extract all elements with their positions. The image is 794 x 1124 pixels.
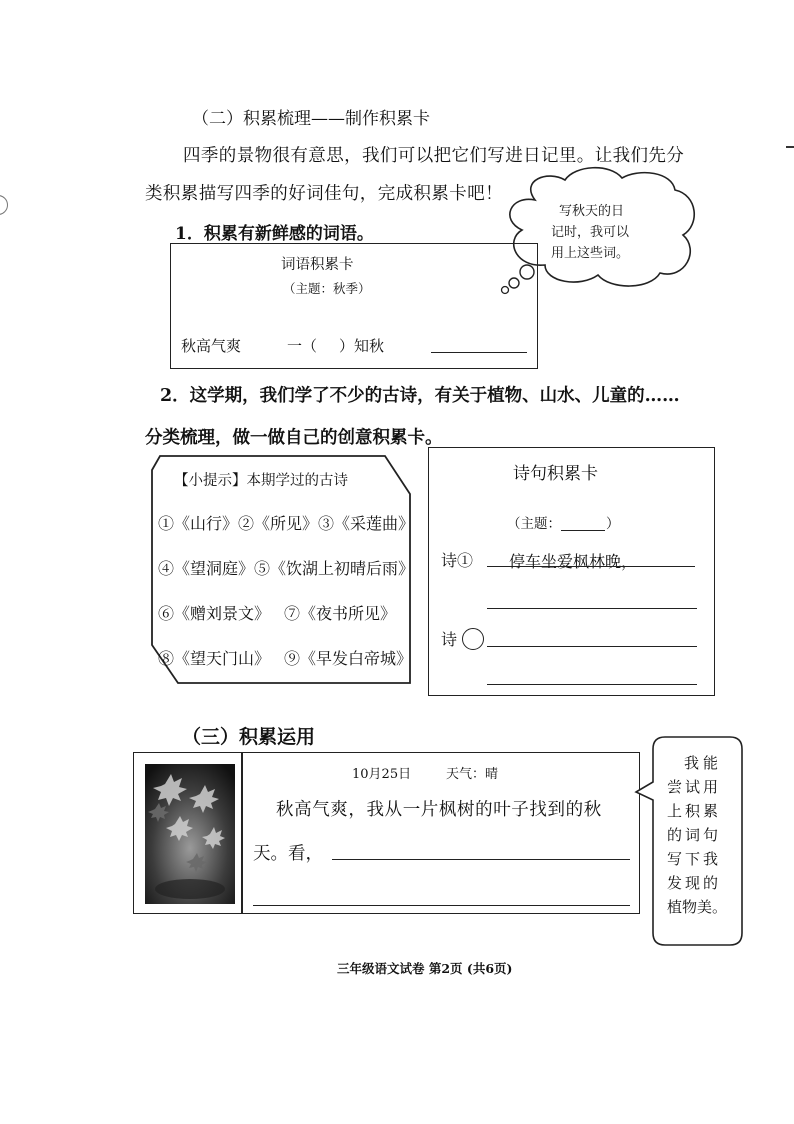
poem-1-line: 停车坐爱枫林晚， xyxy=(509,552,638,571)
tip-poem-row-4a: ⑧《望天门山》 xyxy=(158,649,271,668)
poem-card-title: 诗句积累卡 xyxy=(513,464,598,484)
word-card-word-1: 秋高气爽 xyxy=(181,337,242,355)
speech-line-4: 的词句 xyxy=(667,826,722,844)
tip-poem-row-3b: ⑦《夜书所见》 xyxy=(284,604,397,623)
section3-heading: （三）积累运用 xyxy=(182,726,316,748)
diary-date: 10月25日 xyxy=(352,767,412,782)
diary-line-2-prefix: 天。看， xyxy=(253,844,323,864)
section2-heading: （二）积累梳理——制作积累卡 xyxy=(192,109,430,129)
tip-poem-row-4b: ⑨《早发白帝城》 xyxy=(284,649,413,668)
speech-line-2: 尝试用 xyxy=(667,778,722,796)
speech-line-7: 植物美。 xyxy=(667,898,728,916)
word-card-title: 词语积累卡 xyxy=(281,257,354,273)
question-1: 1．积累有新鲜感的词语。 xyxy=(175,224,374,244)
tip-poem-row-3a: ⑥《赠刘景文》 xyxy=(158,604,271,623)
intro-line-2: 类积累描写四季的好词佳句，完成积累卡吧！ xyxy=(145,184,503,204)
thought-line-2: 记时，我可以 xyxy=(551,225,630,240)
tip-poem-row-1: ①《山行》②《所见》③《采莲曲》 xyxy=(158,514,415,533)
speech-line-3: 上积累 xyxy=(667,802,722,820)
speech-line-5: 写下我 xyxy=(667,850,722,868)
question-2-line-2: 分类梳理，做一做自己的创意积累卡。 xyxy=(145,428,443,448)
word-card-word-2-prefix: 一（ xyxy=(287,337,318,355)
poem-card-theme-prefix: （主题： xyxy=(507,516,561,532)
poem-2-label: 诗 xyxy=(441,630,458,649)
thought-line-1: 写秋天的日 xyxy=(559,204,625,219)
speech-line-6: 发现的 xyxy=(667,874,722,892)
question-2-line-1: 2．这学期，我们学了不少的古诗，有关于植物、山水、儿童的…… xyxy=(160,386,680,406)
tip-card-title: 【小提示】本期学过的古诗 xyxy=(174,473,348,489)
tip-poem-row-2: ④《望洞庭》⑤《饮湖上初晴后雨》 xyxy=(158,559,415,578)
speech-line-1: 我能 xyxy=(684,754,723,772)
thought-line-3: 用上这些词。 xyxy=(551,246,630,261)
poem-card-theme-suffix: ） xyxy=(606,516,620,532)
intro-line-1: 四季的景物很有意思，我们可以把它们写进日记里。让我们先分 xyxy=(183,146,685,166)
poem-1-label: 诗① xyxy=(441,551,474,570)
word-card-word-2-suffix: ）知秋 xyxy=(339,337,385,355)
word-card-theme: （主题：秋季） xyxy=(283,281,371,296)
page-footer: 三年级语文试卷 第2页 (共6页) xyxy=(337,961,513,976)
diary-weather: 天气：晴 xyxy=(446,767,499,782)
diary-line-1: 秋高气爽，我从一片枫树的叶子找到的秋 xyxy=(276,800,602,820)
